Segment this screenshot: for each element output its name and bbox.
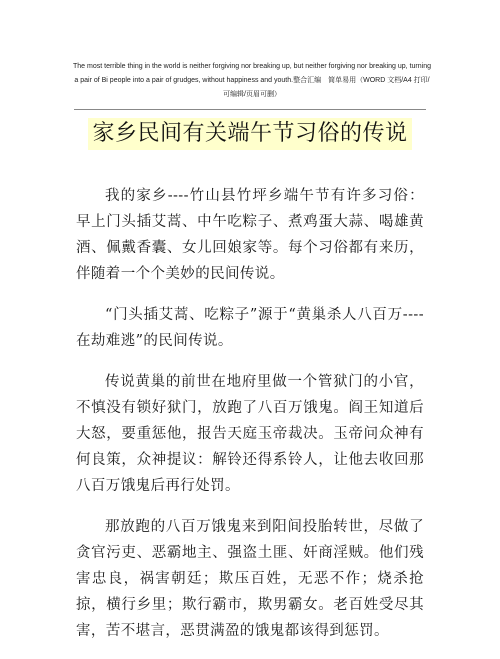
paragraph: 那放跑的八百万饿鬼来到阳间投胎转世，尽做了贪官污吏、恶霸地主、强盗土匪、奸商淫贼。他们残害忠良，祸害朝廷；欺压百姓，无恶不作；烧杀抢掠，横行乡里；欺行霸市，欺男霸女。老百姓受尽其害，苦不堪言，恶贯满盈的饿鬼都该得到惩罚。 bbox=[76, 519, 424, 639]
header-divider bbox=[74, 109, 426, 110]
document-body bbox=[76, 183, 424, 659]
paragraph: 我的家乡----竹山县竹坪乡端午节有许多习俗：早上门头插艾蒿、中午吃粽子、煮鸡蛋大蒜、喝雄黄酒、佩戴香囊、女儿回娘家等。每个习俗都有来历，伴随着一个个美妙的民间传说。 bbox=[76, 188, 424, 282]
page-header-note: The most terrible thing in the world is neither forgiving nor breaking up, but neither forgiving nor breaking up, turning a pair of Bi people into a pair of grudges, without happiness and youth.整合汇编 简单易用（WORD 文档/A4 打印/可编辑/页眉可删） bbox=[73, 63, 431, 98]
paragraph: 传说黄巢的前世在地府里做一个管狱门的小官，不慎没有锁好狱门，放跑了八百万饿鬼。阎王知道后大怒，要重惩他，报告天庭玉帝裁决。玉帝问众神有何良策，众神提议：解铃还得系铃人，让他去收回那八百万饿鬼后再行处罚。 bbox=[76, 374, 424, 494]
document-title: 家乡民间有关端午节习俗的传说 bbox=[88, 118, 411, 150]
title-container bbox=[0, 118, 500, 150]
paragraph: “门头插艾蒿、吃粽子”源于“黄巢杀人八百万----在劫难逃”的民间传说。 bbox=[76, 307, 424, 349]
